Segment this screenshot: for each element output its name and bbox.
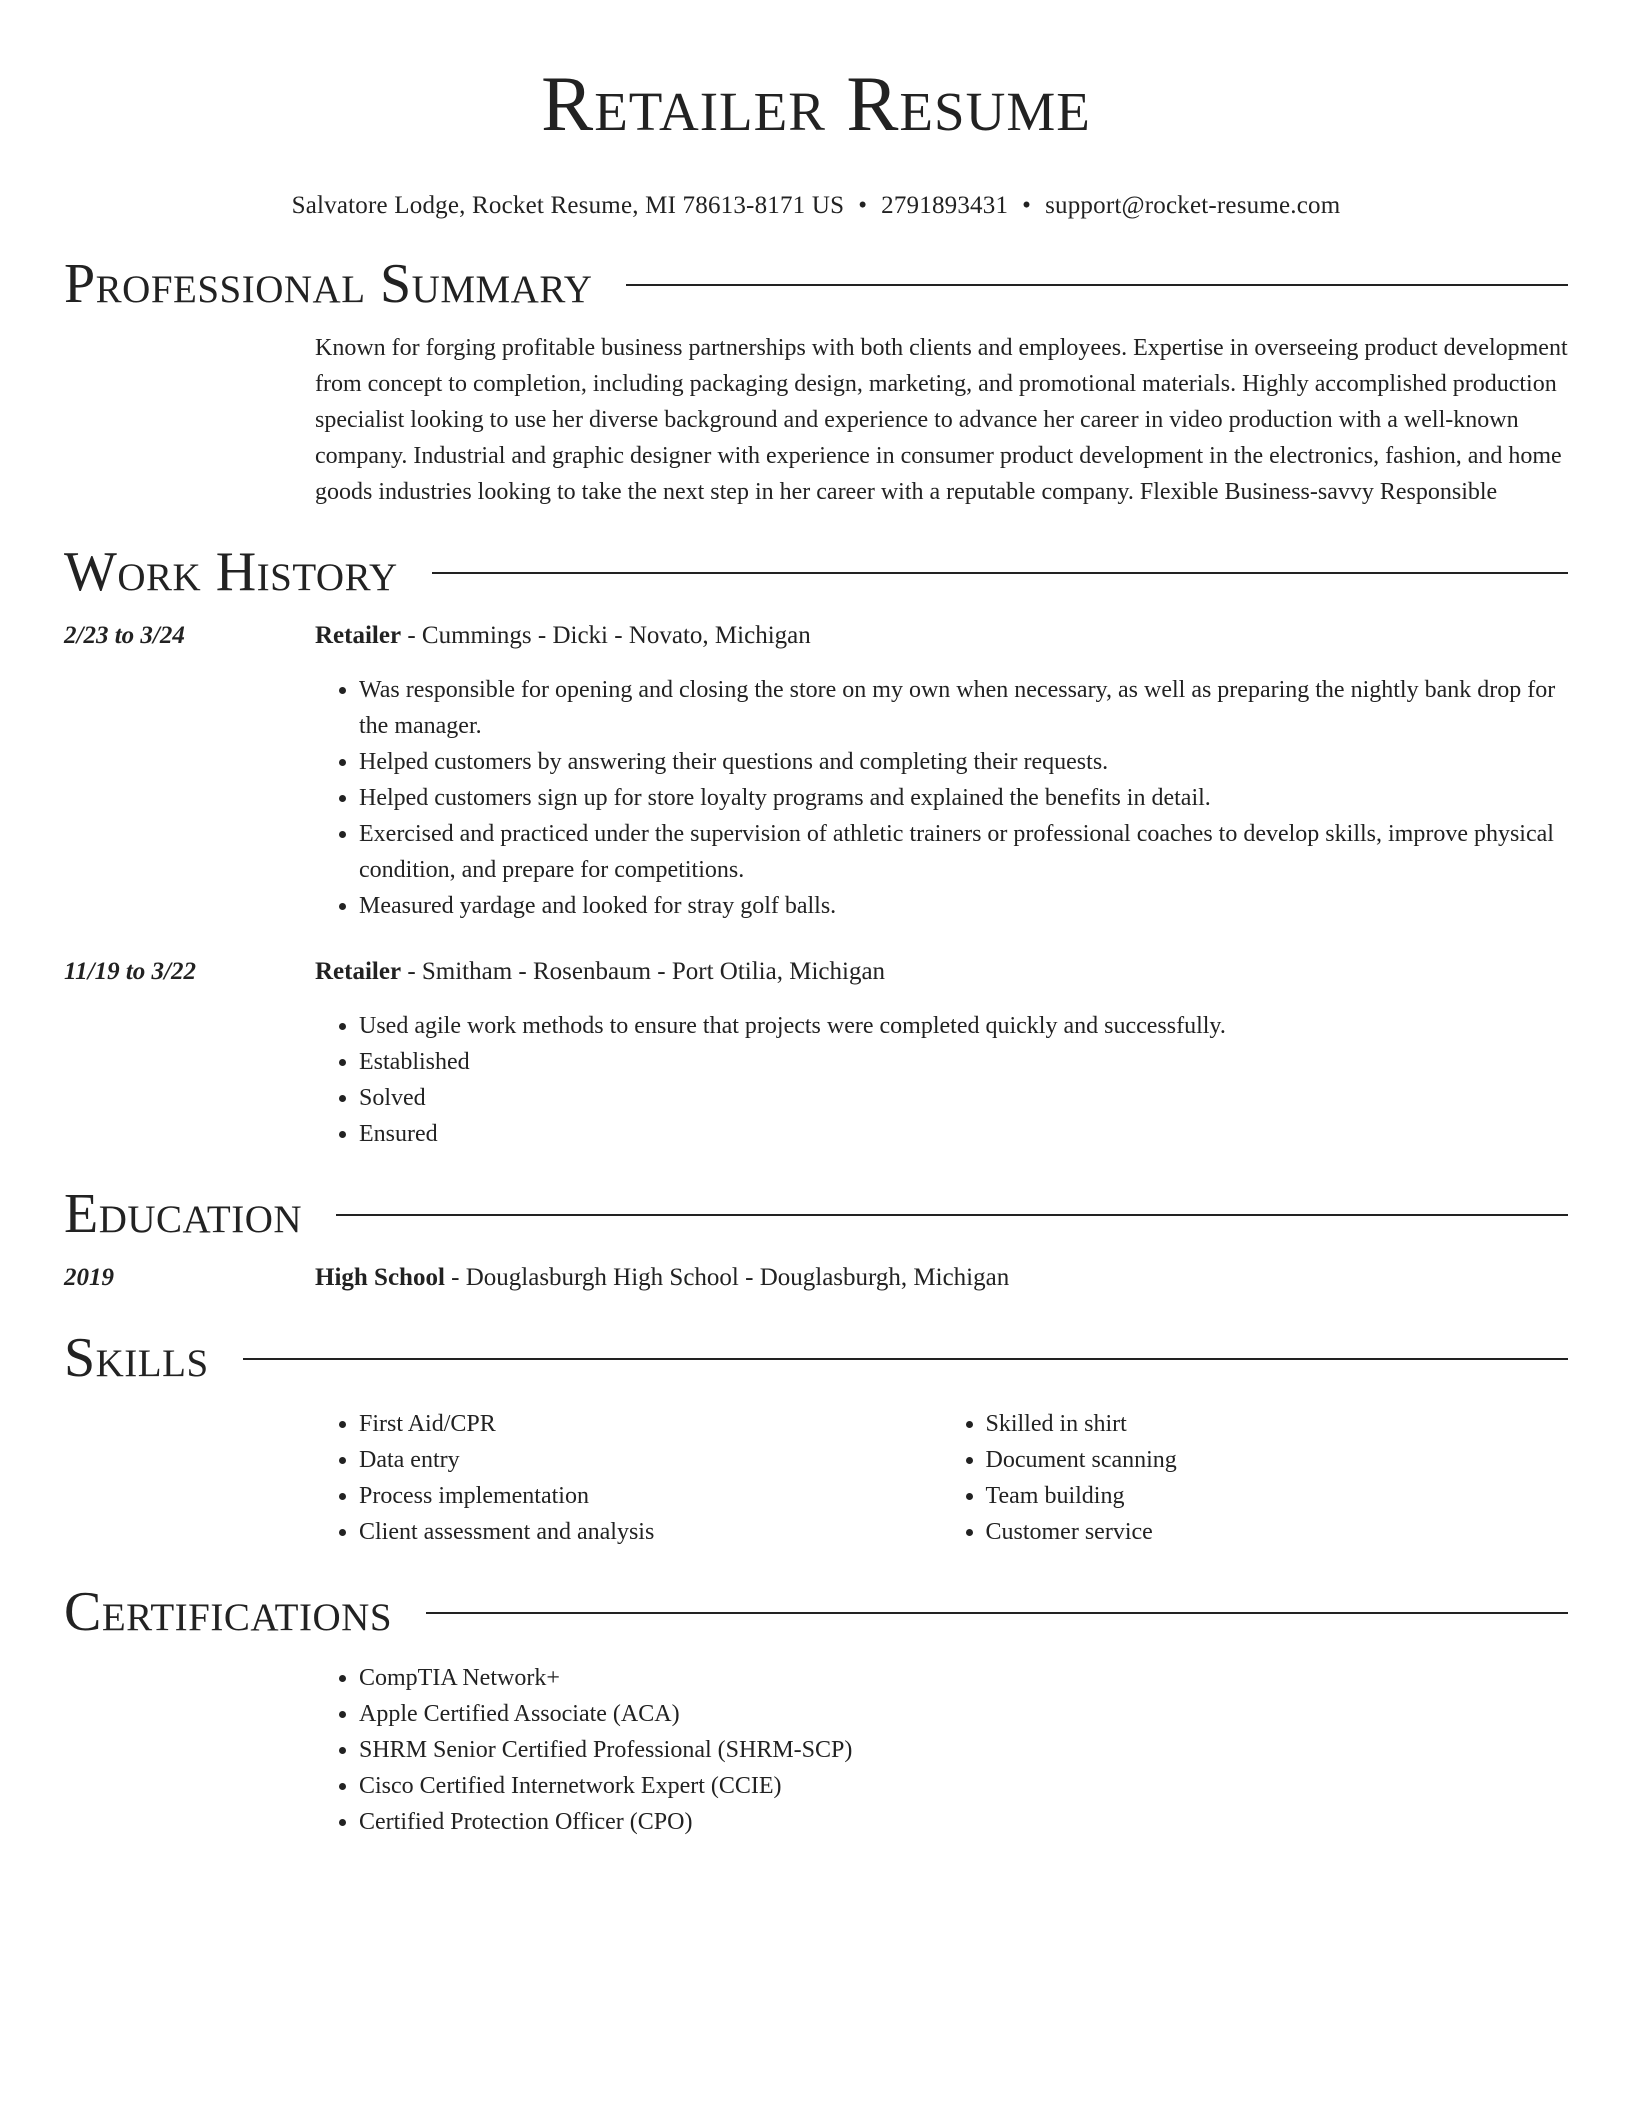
section-divider xyxy=(432,572,1568,574)
section-divider xyxy=(626,284,1568,286)
job-body xyxy=(315,618,1568,924)
job-entry xyxy=(64,618,1568,924)
contact-address: Salvatore Lodge, Rocket Resume, MI 78613-8171 US xyxy=(291,192,845,219)
job-bullet: • Solved xyxy=(359,1080,1568,1116)
contact-separator: • xyxy=(1022,192,1032,219)
education-details: - Douglasburgh High School - Douglasburgh, Michigan xyxy=(444,1264,1010,1291)
summary-left-spacer xyxy=(64,330,315,510)
section-title-certifications: Certifications xyxy=(64,1581,393,1643)
job-dates: 11/19 to 3/22 xyxy=(64,958,196,985)
summary-section-header xyxy=(64,252,1568,316)
job-body xyxy=(315,954,1568,1152)
job-title-line xyxy=(315,954,1568,990)
job-bullet: • Established xyxy=(359,1044,1568,1080)
certifications-list xyxy=(315,1660,1568,1840)
education-line xyxy=(315,1260,1568,1296)
education-year: 2019 xyxy=(64,1264,114,1291)
skills-section-header xyxy=(64,1326,1568,1390)
contact-email: support@rocket-resume.com xyxy=(1045,192,1341,219)
job-bullets xyxy=(315,1008,1568,1152)
contact-line xyxy=(64,190,1568,222)
education-entry xyxy=(64,1260,1568,1296)
job-bullet: • Exercised and practiced under the supervision of athletic trainers or professional coaches to develop skills, improve physical condition, and prepare for competitions. xyxy=(359,816,1568,888)
certifications-section-header xyxy=(64,1580,1568,1644)
skill-item: • Team building xyxy=(986,1478,1569,1514)
job-bullet: • Helped customers by answering their questions and completing their requests. xyxy=(359,744,1568,780)
job-details: - Smitham - Rosenbaum - Port Otilia, Michigan xyxy=(401,958,886,985)
contact-separator: • xyxy=(858,192,868,219)
job-entry xyxy=(64,954,1568,1152)
certification-item: • Certified Protection Officer (CPO) xyxy=(359,1804,1568,1840)
work-section-header xyxy=(64,540,1568,604)
skill-item: • Document scanning xyxy=(986,1442,1569,1478)
resume-name: Retailer Resume xyxy=(541,60,1091,147)
skills-grid xyxy=(315,1406,1568,1550)
job-bullet: • Used agile work methods to ensure that projects were completed quickly and successfully. xyxy=(359,1008,1568,1044)
certifications-row xyxy=(64,1660,1568,1840)
skill-item: • First Aid/CPR xyxy=(359,1406,942,1442)
skill-item: • Process implementation xyxy=(359,1478,942,1514)
certification-item: • SHRM Senior Certified Professional (SHRM-SCP) xyxy=(359,1732,1568,1768)
job-title-line xyxy=(315,618,1568,654)
education-degree: High School xyxy=(315,1264,445,1291)
certifications-left-spacer xyxy=(64,1660,315,1840)
summary-text: Known for forging profitable business partnerships with both clients and employees. Expertise in overseeing product development from concept to completion, including packaging design, marketing, and promotional materials. Highly accomplished production specialist looking to use her diverse background and experience to advance her career in video production with a well-known company. Industrial and graphic designer with experience in consumer product development in the electronics, fashion, and home goods industries looking to take the next step in her career with a reputable company. Flexible Business-savvy Responsible xyxy=(315,335,1568,505)
skills-row xyxy=(64,1406,1568,1550)
section-title-skills: Skills xyxy=(64,1327,209,1389)
job-bullet: • Ensured xyxy=(359,1116,1568,1152)
skill-item: • Customer service xyxy=(986,1514,1569,1550)
section-title-education: Education xyxy=(64,1183,303,1245)
education-section-header xyxy=(64,1182,1568,1246)
certification-item: • Cisco Certified Internetwork Expert (CCIE) xyxy=(359,1768,1568,1804)
job-bullets xyxy=(315,672,1568,924)
job-bullet: • Measured yardage and looked for stray golf balls. xyxy=(359,888,1568,924)
job-bullet: • Was responsible for opening and closing the store on my own when necessary, as well as preparing the nightly bank drop for the manager. xyxy=(359,672,1568,744)
job-role: Retailer xyxy=(315,958,402,985)
skills-list-left xyxy=(315,1406,942,1550)
skill-item: • Client assessment and analysis xyxy=(359,1514,942,1550)
certification-item: • Apple Certified Associate (ACA) xyxy=(359,1696,1568,1732)
skill-item: • Skilled in shirt xyxy=(986,1406,1569,1442)
section-title-summary: Professional Summary xyxy=(64,253,593,315)
certifications-container xyxy=(315,1660,1568,1840)
skill-item: • Data entry xyxy=(359,1442,942,1478)
job-bullet: • Helped customers sign up for store loyalty programs and explained the benefits in detail. xyxy=(359,780,1568,816)
section-title-work-history: Work History xyxy=(64,541,398,603)
skills-left-spacer xyxy=(64,1406,315,1550)
job-details: - Cummings - Dicki - Novato, Michigan xyxy=(401,622,811,649)
certification-item: • CompTIA Network+ xyxy=(359,1660,1568,1696)
section-divider xyxy=(336,1214,1568,1216)
contact-phone: 2791893431 xyxy=(881,192,1009,219)
skills-list-right xyxy=(942,1406,1569,1550)
summary-row xyxy=(64,330,1568,510)
job-dates: 2/23 to 3/24 xyxy=(64,622,185,649)
job-role: Retailer xyxy=(315,622,402,649)
work-history-list xyxy=(64,618,1568,1152)
section-divider xyxy=(426,1612,1568,1614)
section-divider xyxy=(243,1358,1568,1360)
